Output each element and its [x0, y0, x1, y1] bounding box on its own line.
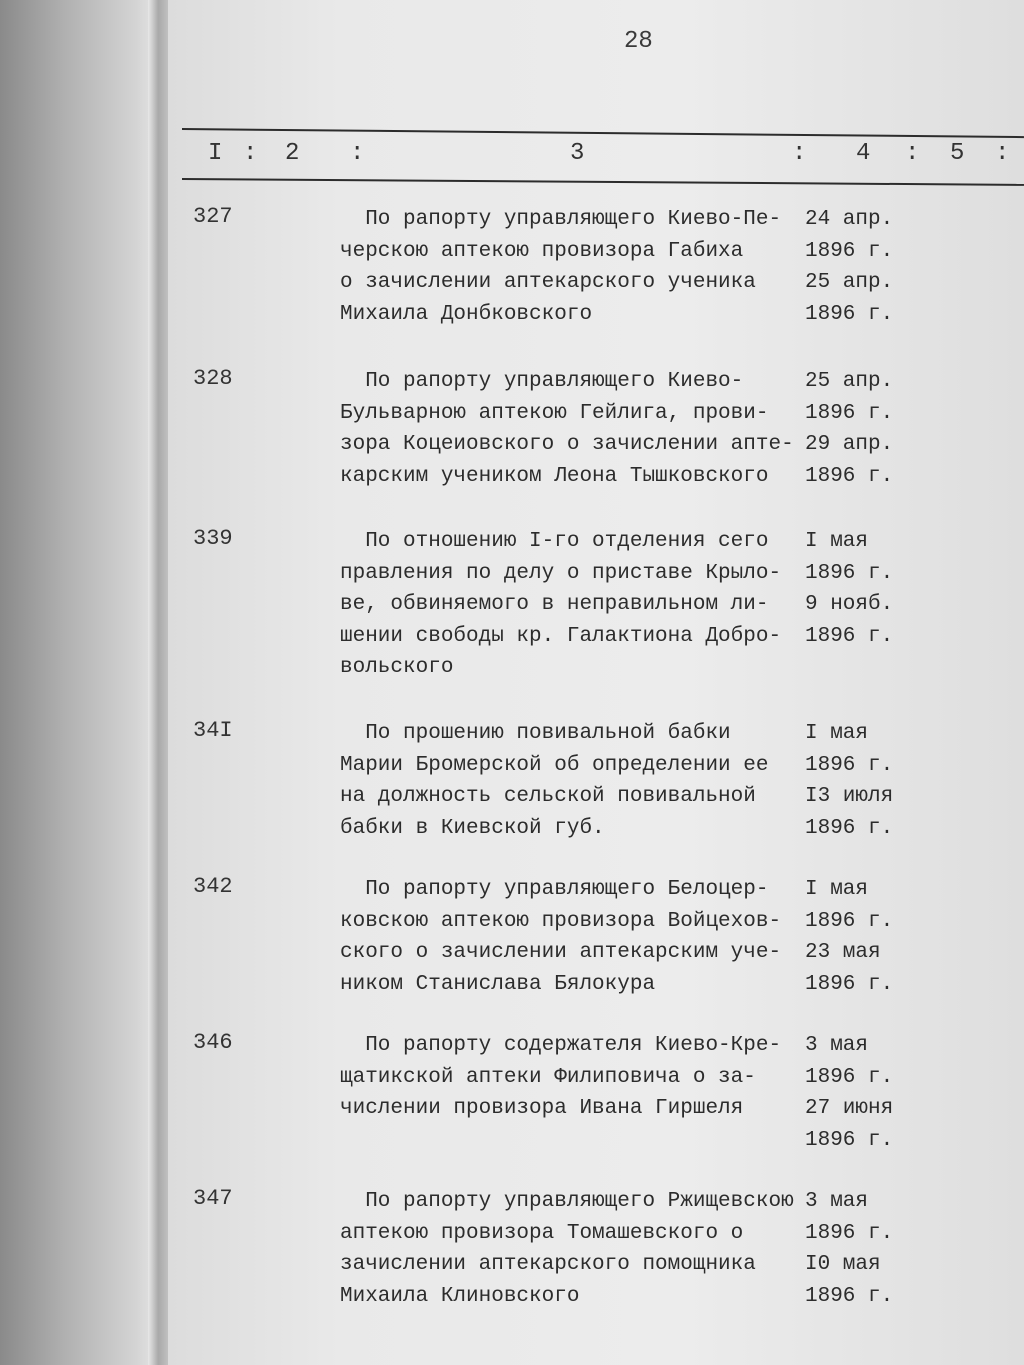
column-header-4: 4 [856, 140, 871, 167]
record-number: 339 [193, 526, 233, 551]
record-dates: 3 мая 1896 г. 27 июня 1896 г. [805, 1034, 894, 1152]
column-separator: : [792, 140, 807, 167]
record-description: По прошению повивальной бабки Марии Бромерской об определении ее на должность сельской повивальной бабки в Киевской губ. [340, 722, 769, 840]
record-dates: 3 мая 1896 г. I0 мая 1896 г. [805, 1190, 894, 1308]
column-header-1: I [208, 140, 223, 167]
page-number: 28 [624, 28, 653, 55]
record-description: По отношению I-го отделения сего правления по делу о приставе Крыло- ве, обвиняемого в неправильном ли- шении свободы кр. Галактиона Добро- вольского [340, 530, 782, 679]
column-separator: : [995, 140, 1010, 167]
record-description: По рапорту управляющего Киево- Бульварною аптекою Гейлига, прови- зора Коцеиовского о зачислении апте- карским учеником Леона Тышковского [340, 370, 794, 488]
record-dates: I мая 1896 г. 23 мая 1896 г. [805, 878, 894, 996]
column-header-2: 2 [285, 140, 300, 167]
record-dates: I мая 1896 г. I3 июля 1896 г. [805, 722, 894, 840]
record-dates: I мая 1896 г. 9 нояб. 1896 г. [805, 530, 894, 648]
column-header-5: 5 [950, 140, 965, 167]
column-separator: : [905, 140, 920, 167]
record-number: 342 [193, 874, 233, 899]
facing-page [0, 0, 160, 1365]
record-description: По рапорту управляющего Белоцер- ковскою аптекою провизора Войцехов- ского о зачислении аптекарским уче- ником Станислава Бялокура [340, 878, 782, 996]
record-number: 34I [193, 718, 233, 743]
record-number: 327 [193, 204, 233, 229]
column-separator: : [243, 140, 258, 167]
column-header-3: 3 [570, 140, 585, 167]
record-dates: 24 апр. 1896 г. 25 апр. 1896 г. [805, 208, 894, 326]
record-number: 328 [193, 366, 233, 391]
record-description: По рапорту содержателя Киево-Кре- щатикской аптеки Филиповича о за- числении провизора Ивана Гиршеля [340, 1034, 782, 1120]
column-separator: : [350, 140, 365, 167]
record-description: По рапорту управляющего Киево-Пе- черскою аптекою провизора Габиха о зачислении аптекарского ученика Михаила Донбковского [340, 208, 782, 326]
record-number: 347 [193, 1186, 233, 1211]
record-dates: 25 апр. 1896 г. 29 апр. 1896 г. [805, 370, 894, 488]
record-number: 346 [193, 1030, 233, 1055]
column-header-row [0, 140, 1024, 170]
record-description: По рапорту управляющего Ржищевскою аптекою провизора Томашевского о зачислении аптекарского помощника Михаила Клиновского [340, 1190, 794, 1308]
